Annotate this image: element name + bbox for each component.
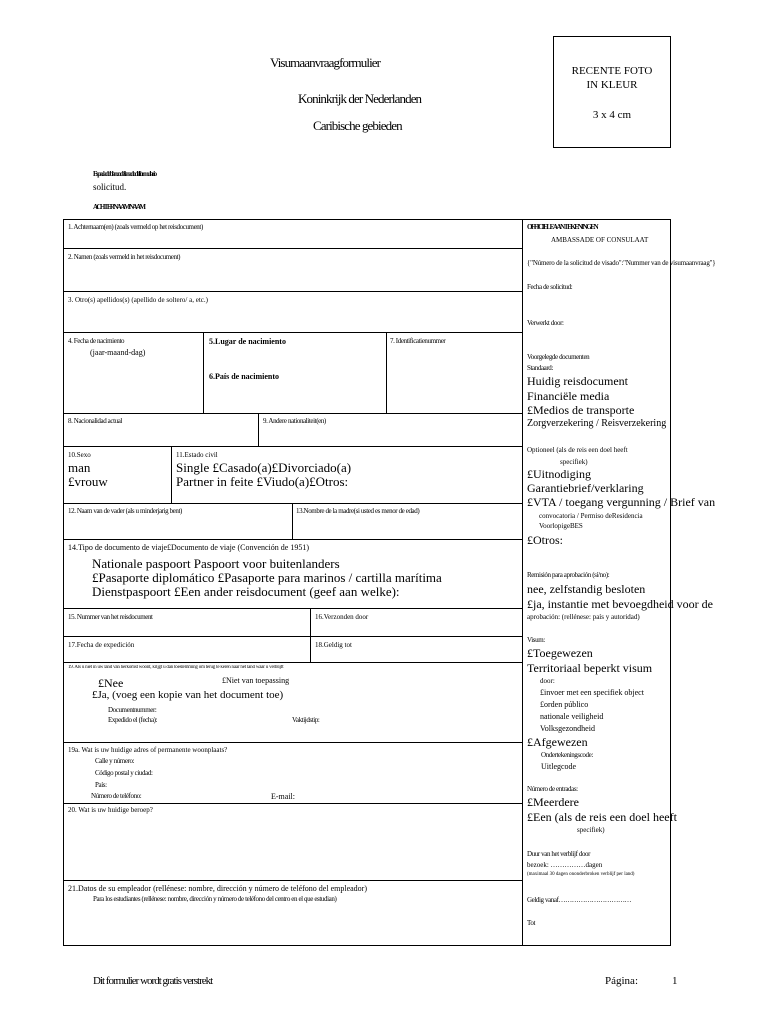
official-opt4: £Otros: — [527, 533, 563, 547]
official-docs-heading: Voorgelegde documenten — [527, 353, 590, 361]
official-v8: Ondertekeningscode: — [541, 751, 593, 759]
official-date: Fecha de solicitud: — [527, 283, 573, 291]
field-19-valid: Vaktijdstip: — [292, 716, 320, 724]
field-9-label: 9. Andere nationaliteit(en) — [263, 417, 326, 425]
photo-line2: IN KLEUR — [586, 79, 638, 91]
official-opt3c: VoorlopigeBES — [539, 522, 583, 530]
field-21-students: Para los estudiantes (rellénese: nombre, dirección y número de teléfono del centro en el que estudian) — [93, 895, 337, 903]
official-specific: specifiek) — [560, 458, 588, 466]
return-option-yes[interactable]: £Ja, (voeg een kopie van het document toe) — [92, 689, 284, 701]
footer-page-label: Página: — [605, 975, 638, 987]
official-entries: Número de entradas: — [527, 785, 578, 793]
field-15-label: 15. Nummer van het reisdocument — [68, 613, 153, 621]
official-visum: Visum: — [527, 636, 545, 644]
official-v1: £Toegewezen — [527, 646, 593, 660]
address-country: País: — [95, 781, 107, 789]
return-option-na[interactable]: £Niet van toepassing — [222, 676, 290, 685]
field-19a-label: 19a. Wat is uw huidige adres of permanente woonplaats? — [68, 746, 228, 754]
footer-note: Dit formulier wordt gratis verstrekt — [93, 975, 213, 987]
official-doc3: £Medios de transporte — [527, 403, 635, 417]
field-20-label: 20. Wat is uw huidige beroep? — [68, 806, 153, 814]
photo-line1: RECENTE FOTO — [571, 65, 653, 77]
field-11-label: 11.Estado civil — [176, 451, 218, 459]
doc-type-row3[interactable]: Dienstpaspoort £Een ander reisdocument (geef aan welke): — [92, 584, 400, 599]
official-e2: £Een (als de reis een doel heeft — [527, 810, 677, 824]
official-opt2: Garantiebrief/verklaring — [527, 481, 644, 495]
field-19-label: 19. Als u niet in uw land van herkomst woont, krijgt u dan toestemming om terug te keren naar het land waar u verblijft — [68, 665, 284, 670]
official-tot: Tot — [527, 919, 536, 927]
official-stay: Duur van het verblijf door — [527, 850, 591, 858]
form-region: Caribische gebieden — [313, 118, 402, 133]
sex-option-man[interactable]: man — [68, 460, 91, 475]
official-v2b: door: — [540, 677, 555, 685]
official-opt3: £VTA / toegang vergunning / Brief van — [527, 495, 716, 509]
official-remision: Remisión para aprobación (sí/no): — [527, 571, 610, 579]
official-stay3: (maximaal 30 dagen ononderbroken verblijf per land) — [527, 872, 635, 877]
intro-line3: ACHTERNAAM/NAAM — [93, 203, 145, 211]
field-13-label: 13.Nombre de la madre(si usted es menor de edad) — [296, 507, 420, 515]
address-email: E-mail: — [271, 792, 295, 801]
official-standard: Standaard: — [527, 364, 553, 372]
civil-status-row1[interactable]: Single £Casado(a)£Divorciado(a) — [176, 460, 352, 475]
official-v5: nationale veiligheid — [540, 712, 604, 721]
official-embassy: AMBASSADE OF CONSULAAT — [551, 236, 649, 244]
form-title: Visumaanvraagformulier — [270, 55, 381, 70]
official-divider — [522, 219, 523, 946]
official-e1: £Meerdere — [527, 795, 579, 809]
field-1-label: 1. Achternaam(en) (zoals vermeld op het reisdocument) — [68, 223, 203, 231]
official-opt1: £Uitnodiging — [527, 467, 592, 481]
official-rem1: nee, zelfstandig besloten — [527, 582, 646, 596]
field-5-label: 5.Lugar de nacimiento — [209, 337, 286, 346]
official-stay2: bezoek: ……………dagen — [527, 861, 603, 869]
sex-option-woman[interactable]: £vrouw — [68, 474, 108, 489]
return-option-no[interactable]: £Nee — [98, 676, 124, 690]
official-v2: Territoriaal beperkt visum — [527, 661, 653, 675]
official-v6: Volksgezondheid — [540, 724, 595, 733]
field-12-label: 12. Naam van de vader (als u minderjarig bent) — [68, 507, 182, 515]
official-v3: £invoer met een specifiek object — [540, 688, 644, 697]
field-6-label: 6.País de nacimiento — [209, 372, 279, 381]
official-v9: Uitlegcode — [541, 762, 577, 771]
official-doc1: Huidig reisdocument — [527, 374, 628, 388]
footer-page-number: 1 — [672, 975, 678, 987]
official-heading: OFFICIELE AANTEKENINGEN — [527, 223, 598, 231]
photo-size: 3 x 4 cm — [592, 109, 632, 121]
address-phone: Número de teléfono: — [91, 792, 142, 800]
address-postal: Código postal y ciudad: — [95, 769, 153, 777]
field-4-label: 4. Fecha de nacimiento — [68, 337, 125, 345]
form-kingdom: Koninkrijk der Nederlanden — [298, 91, 422, 106]
official-rem3: aprobación: (rellénese: país y autoridad) — [527, 613, 640, 621]
field-2-label: 2. Namen (zoals vermeld in het reisdocument) — [68, 253, 181, 261]
field-4-format: (jaar-maand-dag) — [90, 348, 146, 357]
field-16-label: 16.Verzonden door — [315, 613, 369, 621]
official-opt3b: convocatoria / Permiso deResidencia — [539, 512, 643, 520]
field-19-issued: Expedido el (fecha): — [108, 716, 158, 724]
official-v4: £orden público — [540, 700, 589, 709]
field-10-label: 10.Sexo — [68, 451, 91, 459]
official-rem2: £ja, instantie met bevoegdheid voor de — [527, 597, 713, 611]
official-e3: specifiek) — [577, 826, 605, 834]
official-v7: £Afgewezen — [527, 735, 588, 749]
official-request-no: {"Número de la solicitud de visado":"Nummer van de visumaanvraag"} — [527, 259, 716, 267]
intro-line2: solicitud. — [93, 182, 127, 192]
field-17-label: 17.Fecha de expedición — [68, 641, 135, 649]
field-14-label: 14.Tipo de documento de viaje£Documento de viaje (Convención de 1951) — [68, 543, 309, 552]
official-valid: Geldig vanaf…………………………… — [527, 896, 632, 904]
field-21-label: 21.Datos de su empleador (rellénese: nombre, dirección y número de teléfono del empleador) — [68, 884, 367, 893]
civil-status-row2[interactable]: Partner in feite £Viudo(a)£Otros: — [176, 474, 349, 489]
official-optional: Optioneel (als de reis een doel heeft — [527, 446, 628, 454]
field-7-label: 7. Identificatienummer — [390, 337, 446, 345]
official-handled-by: Verwerkt door: — [527, 319, 564, 327]
official-doc2: Financiële media — [527, 389, 610, 403]
intro-line1: Espaciado blanco de llenado del formulario — [93, 170, 156, 178]
field-8-label: 8. Nacionalidad actual — [68, 417, 122, 425]
field-3-label: 3. Otro(s) apellidos(s) (apellido de soltero/ a, etc.) — [68, 296, 208, 304]
field-18-label: 18.Geldig tot — [315, 641, 352, 649]
field-19-docnum: Documentnummer: — [108, 706, 157, 714]
official-doc4: Zorgverzekering / Reisverzekering — [527, 418, 667, 429]
photo-box — [553, 36, 671, 148]
doc-type-row1[interactable]: Nationale paspoort Paspoort voor buitenlanders — [92, 556, 340, 571]
address-street: Calle y número: — [95, 757, 135, 765]
doc-type-row2[interactable]: £Pasaporte diplomático £Pasaporte para marinos / cartilla marítima — [92, 570, 442, 585]
